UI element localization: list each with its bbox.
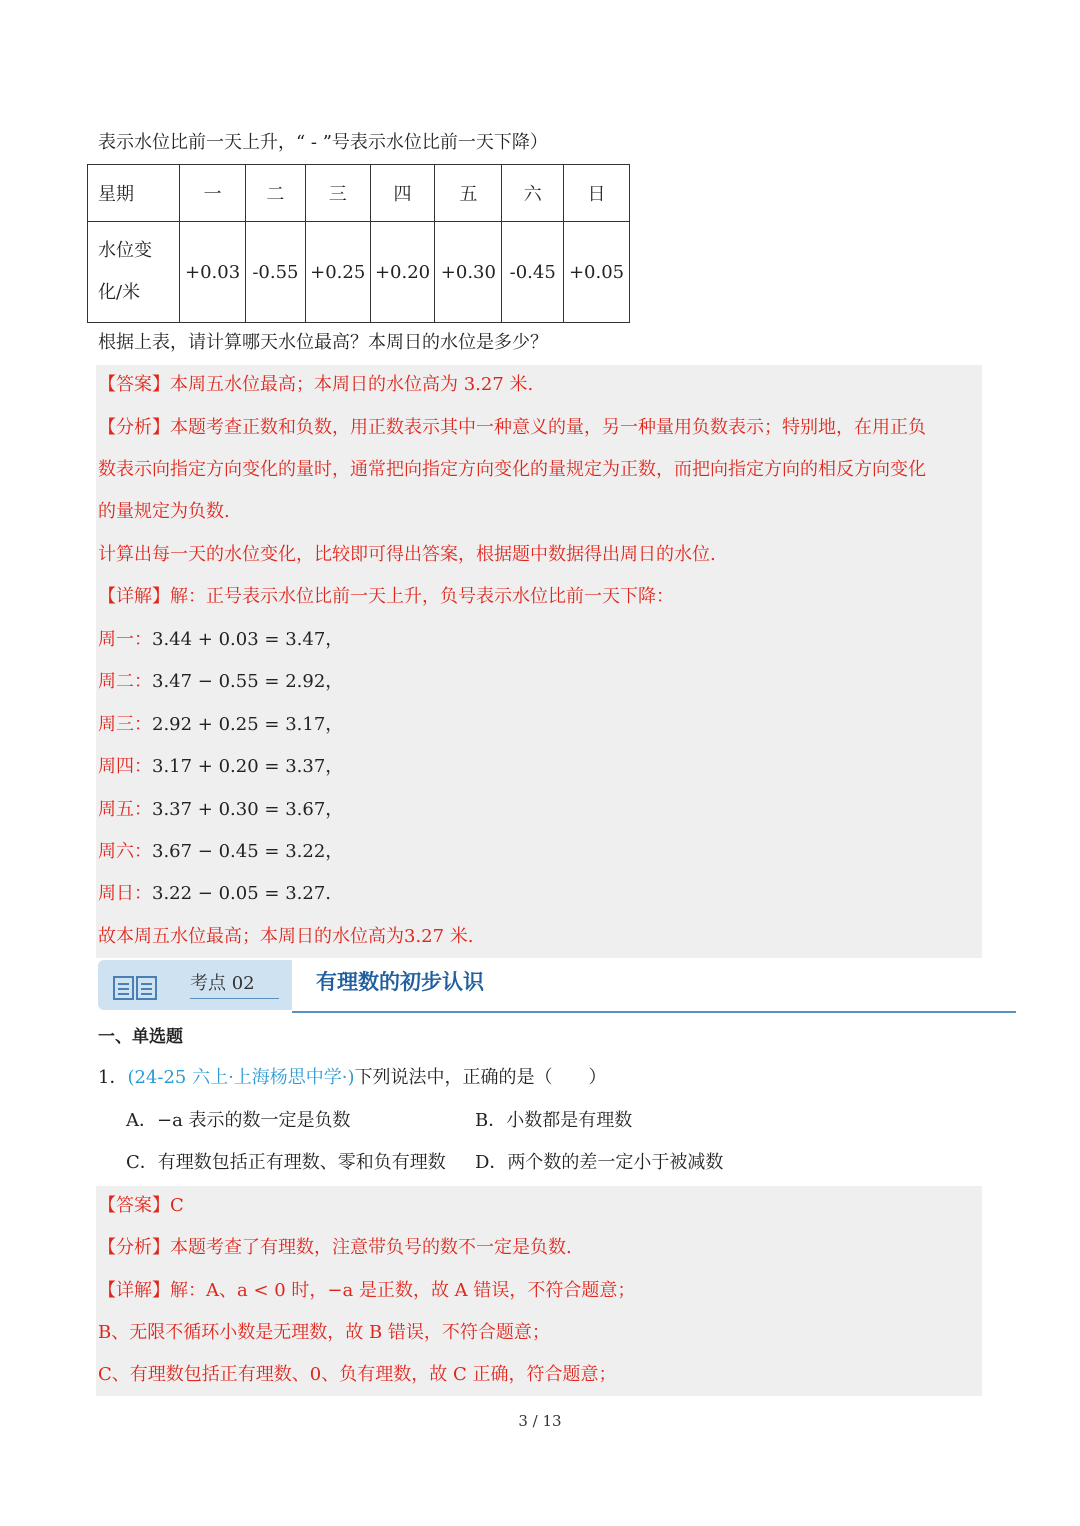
step-expr: 3.17 + 0.20 = 3.37， [152, 756, 344, 777]
conclusion-line: 故本周五水位最高；本周日的水位高为3.27 米. [98, 926, 474, 947]
table-change-cell: +0.25 [305, 222, 370, 323]
table-day-cell: 日 [564, 165, 630, 222]
table-change-cell: +0.30 [435, 222, 502, 323]
step-label: 周二： [98, 671, 152, 692]
section-divider [292, 1011, 1016, 1013]
detail-line: 【详解】解：正号表示水位比前一天上升，负号表示水位比前一天下降： [98, 586, 674, 607]
table-row-days [88, 165, 630, 222]
option-c: C．有理数包括正有理数、零和负有理数 [126, 1152, 446, 1173]
step-label: 周六： [98, 841, 152, 862]
step-line [98, 752, 343, 782]
question-source: (24-25 六上·上海杨思中学·) [127, 1067, 355, 1088]
step-expr: 2.92 + 0.25 = 3.17， [152, 714, 344, 735]
step-label: 周一： [98, 629, 152, 650]
solution-block-1 [96, 365, 982, 958]
step-expr: 3.37 + 0.30 = 3.67， [152, 799, 344, 820]
step-label: 周五： [98, 799, 152, 820]
table-change-cell: +0.03 [180, 222, 246, 323]
table-change-cell: +0.20 [370, 222, 435, 323]
page-number: 3 / 13 [518, 1412, 562, 1430]
table-head-change [88, 222, 180, 323]
table-day-cell: 二 [246, 165, 306, 222]
subsection-title: 一、单选题 [98, 1027, 183, 1047]
step-label: 周三： [98, 714, 152, 735]
analysis-line-q2: 【分析】本题考查了有理数，注意带负号的数不一定是负数. [98, 1237, 572, 1258]
analysis-line-4: 计算出每一天的水位变化，比较即可得出答案，根据题中数据得出周日的水位. [98, 544, 716, 565]
detail-line-q2: 【详解】解：A、a < 0 时，−a 是正数，故 A 错误，不符合题意； [98, 1280, 636, 1301]
table-row-changes [88, 222, 630, 323]
answer-line: 【答案】本周五水位最高；本周日的水位高为 3.27 米. [98, 374, 534, 395]
step-expr: 3.44 + 0.03 = 3.47， [152, 629, 344, 650]
intro-line: 表示水位比前一天上升，“ - ”号表示水位比前一天下降） [98, 132, 548, 153]
question-2-text: 下列说法中，正确的是（ ） [354, 1067, 607, 1088]
book-icon [113, 976, 157, 1000]
question-number: 1． [98, 1067, 128, 1088]
table-change-cell: -0.55 [246, 222, 306, 323]
table-day-cell: 三 [305, 165, 370, 222]
table-day-cell: 六 [502, 165, 564, 222]
table-head-change-line1: 水位变 [98, 240, 152, 261]
table-change-cell: +0.05 [564, 222, 630, 323]
table-change-cell: -0.45 [502, 222, 564, 323]
question-2 [98, 1065, 607, 1091]
step-label: 周日： [98, 883, 152, 904]
option-d: D．两个数的差一定小于被减数 [475, 1152, 724, 1173]
question-text: 根据上表，请计算哪天水位最高？本周日的水位是多少？ [98, 332, 548, 353]
step-expr: 3.22 − 0.05 = 3.27. [152, 883, 332, 904]
table-head-change-line2: 化/米 [98, 282, 141, 303]
step-line [98, 837, 343, 867]
step-line [98, 879, 331, 909]
section-label: 考点 02 [190, 970, 279, 999]
table-day-cell: 一 [180, 165, 246, 222]
step-line [98, 667, 343, 697]
step-expr: 3.47 − 0.55 = 2.92， [152, 671, 344, 692]
detail-line-b: B、无限不循环小数是无理数，故 B 错误，不符合题意； [98, 1322, 550, 1343]
step-label: 周四： [98, 756, 152, 777]
section-title: 有理数的初步认识 [316, 969, 484, 994]
step-line [98, 710, 343, 740]
analysis-line-1: 【分析】本题考查正数和负数，用正数表示其中一种意义的量，另一种量用负数表示；特别地，在用正负 [98, 417, 926, 438]
table-head-day: 星期 [88, 165, 180, 222]
analysis-line-3: 的量规定为负数. [98, 501, 230, 522]
detail-line-c: C、有理数包括正有理数、0、负有理数，故 C 正确，符合题意； [98, 1364, 617, 1385]
step-line [98, 795, 343, 825]
answer-line-2: 【答案】C [98, 1195, 184, 1216]
option-b: B．小数都是有理数 [475, 1110, 633, 1131]
step-expr: 3.67 − 0.45 = 3.22， [152, 841, 344, 862]
water-level-table [87, 164, 630, 323]
step-line [98, 625, 343, 655]
analysis-line-2: 数表示向指定方向变化的量时，通常把向指定方向变化的量规定为正数，而把向指定方向的相反方向变化 [98, 459, 926, 480]
option-a: A．−a 表示的数一定是负数 [126, 1110, 351, 1131]
table-day-cell: 五 [435, 165, 502, 222]
table-day-cell: 四 [370, 165, 435, 222]
